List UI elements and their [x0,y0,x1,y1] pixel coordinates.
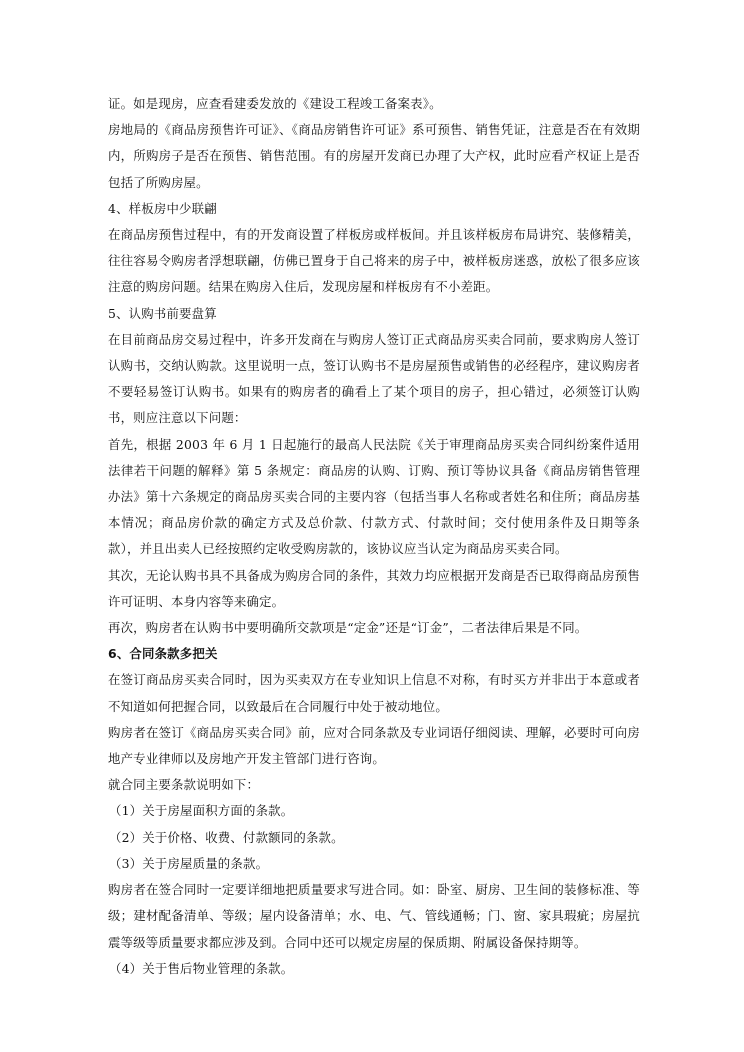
list-item: （1）关于房屋面积方面的条款。 [109,803,294,819]
paragraph: 证。如是现房，应查看建委发放的《建设工程竣工备案表》。 [108,96,442,111]
list-item: （4）关于售后物业管理的条款。 [109,960,294,976]
paragraph: 购房者在签合同时一定要详细地把质量要求写进合同。如：卧室、厨房、卫生间的装修标准、等级；建材配备清单、等级；屋内设备清单；水、电、气、管线通畅；门、窗、家具瑕疵；房屋抗震等级等质量要求都应涉及到。合同中还可以规定房屋的保质期、附属设备保持期等。 [108,882,640,950]
list-item: （2）关于价格、收费、付款额同的条款。 [109,829,344,845]
paragraph: 其次，无论认购书具不具备成为购房合同的条件，其效力均应根据开发商是否已取得商品房预售许可证明、本身内容等来确定。 [108,567,640,609]
paragraph: 房地局的《商品房预售许可证》、《商品房销售许可证》系可预售、销售凭证，注意是否在有效期内，所购房子是否在预售、销售范围。有的房屋开发商已办理了大产权，此时应看产权证上是否包括了所购房屋。 [108,122,640,190]
paragraph: 首先，根据 2003 年 6 月 1 日起施行的最高人民法院《关于审理商品房买卖合同纠纷案件适用法律若干问题的解释》第 5 条规定：商品房的认购、订购、预订等协议具备《商品房销售管理办法》第十六条规定的商品房买卖合同的主要内容（包括当事人名称或者姓名和住所；商品房基本情况；商品房价款的确定方式及总价款、付款方式、付款时间；交付使用条件及日期等条款），并且出卖人已经按照约定收受购房款的，该协议应当认定为商品房买卖合同。 [108,436,640,557]
document-body [108,91,640,982]
paragraph: 在目前商品房交易过程中，许多开发商在与购房人签订正式商品房买卖合同前，要求购房人签订认购书，交纳认购款。这里说明一点，签订认购书不是房屋预售或销售的必经程序，建议购房者不要轻易签订认购书。如果有的购房者的确看上了某个项目的房子，担心错过，必须签订认购书，则应注意以下问题： [108,331,640,426]
paragraph: 就合同主要条款说明如下： [108,777,260,793]
section-heading: 4、样板房中少联翩 [108,200,217,216]
paragraph: 购房者在签订《商品房买卖合同》前，应对合同条款及专业词语仔细阅读、理解，必要时可向房地产专业律师以及房地产开发主管部门进行咨询。 [108,724,640,767]
list-item: （3）关于房屋质量的条款。 [109,855,269,871]
paragraph: 在商品房预售过程中，有的开发商设置了样板房或样板间。并且该样板房布局讲究、装修精美，往往容易令购房者浮想联翩，仿佛已置身于自己将来的房子中，被样板房迷惑，放松了很多应该注意的购房问题。结果在购房入住后，发现房屋和样板房有不小差距。 [108,227,640,295]
paragraph: 在签订商品房买卖合同时，因为买卖双方在专业知识上信息不对称，有时买方并非出于本意或者不知道如何把握合同，以致最后在合同履行中处于被动地位。 [108,672,640,714]
section-heading: 5、认购书前要盘算 [108,305,217,321]
paragraph: 再次，购房者在认购书中要明确所交款项是“定金”还是“订金”，二者法律后果是不同。 [108,620,588,636]
section-heading-bold: 6、合同条款多把关 [108,646,218,662]
